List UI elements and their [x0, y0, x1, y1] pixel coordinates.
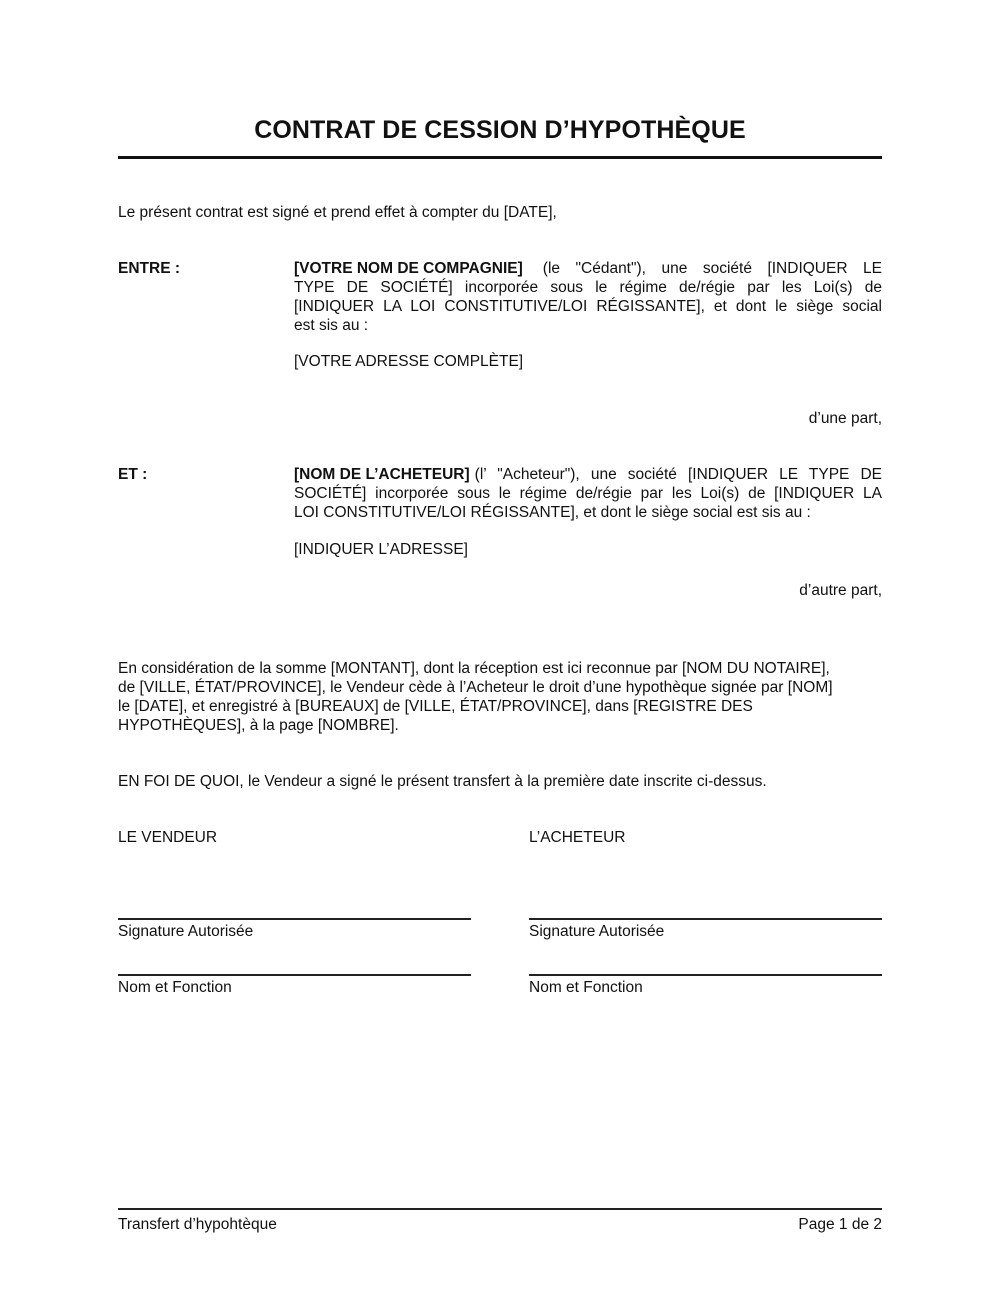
- footer-divider: [118, 1208, 882, 1210]
- consideration-paragraph: En considération de la somme [MONTANT], dont la réception est ici reconnue par [NOM DU NOTAIRE], de [VILLE, ÉTAT/PROVINCE], le Vendeur cède à l’Acheteur le droit d’une hypothèque signée par [NOM] le [DATE], et enregistré à [BUREAUX] de [VILLE, ÉTAT/PROVINCE], dans [REGISTRE DES HYPOTHÈQUES], à la page [NOMBRE].: [118, 660, 833, 734]
- party2-line-3: LOI CONSTITUTIVE/LOI RÉGISSANTE], et dont le siège social est sis au :: [294, 504, 811, 521]
- party1-address: [VOTRE ADRESSE COMPLÈTE]: [294, 353, 524, 370]
- party1-line-4: est sis au :: [294, 317, 369, 334]
- seller-name-line[interactable]: [118, 974, 471, 976]
- title-divider: [118, 156, 882, 159]
- party1-line-3: [INDIQUER LA LOI CONSTITUTIVE/LOI RÉGISSANTE], et dont le siège social: [294, 298, 882, 315]
- footer-page-number: Page 1 de 2: [798, 1216, 882, 1233]
- buyer-name-line[interactable]: [529, 974, 882, 976]
- seller-signature-label: Signature Autorisée: [118, 923, 254, 940]
- party1-name: [VOTRE NOM DE COMPAGNIE]: [294, 260, 523, 277]
- seller-name-label: Nom et Fonction: [118, 979, 232, 996]
- party1-label: ENTRE :: [118, 260, 180, 277]
- footer-document-name: Transfert d’hypohtèque: [118, 1216, 277, 1233]
- party2-name: [NOM DE L’ACHETEUR]: [294, 466, 470, 483]
- seller-signature-line[interactable]: [118, 918, 471, 920]
- buyer-signature-label: Signature Autorisée: [529, 923, 665, 940]
- party2-closing: d’autre part,: [799, 582, 882, 599]
- buyer-name-label: Nom et Fonction: [529, 979, 643, 996]
- buyer-heading: L’ACHETEUR: [529, 829, 626, 846]
- party1-line-1: [VOTRE NOM DE COMPAGNIE] (le "Cédant"), une société [INDIQUER LE: [294, 260, 882, 277]
- buyer-signature-line[interactable]: [529, 918, 882, 920]
- party1-closing: d’une part,: [808, 410, 882, 427]
- party1-description: [294, 259, 882, 335]
- seller-heading: LE VENDEUR: [118, 829, 218, 846]
- party2-label: ET :: [118, 466, 148, 483]
- party2-line-2: SOCIÉTÉ] incorporée sous le régime de/régie par les Loi(s) de [INDIQUER LA: [294, 485, 882, 502]
- party2-description: [294, 465, 882, 522]
- witness-paragraph: EN FOI DE QUOI, le Vendeur a signé le présent transfert à la première date inscrite ci-dessus.: [118, 773, 767, 790]
- party1-line-2: TYPE DE SOCIÉTÉ] incorporée sous le régime de/régie par les Loi(s) de: [294, 279, 882, 296]
- intro-paragraph: Le présent contrat est signé et prend effet à compter du [DATE],: [118, 204, 557, 221]
- document-title: CONTRAT DE CESSION D’HYPOTHÈQUE: [254, 116, 746, 144]
- party2-address: [INDIQUER L’ADRESSE]: [294, 541, 468, 558]
- party2-line-1: [NOM DE L’ACHETEUR] (l’ "Acheteur"), une société [INDIQUER LE TYPE DE: [294, 466, 882, 483]
